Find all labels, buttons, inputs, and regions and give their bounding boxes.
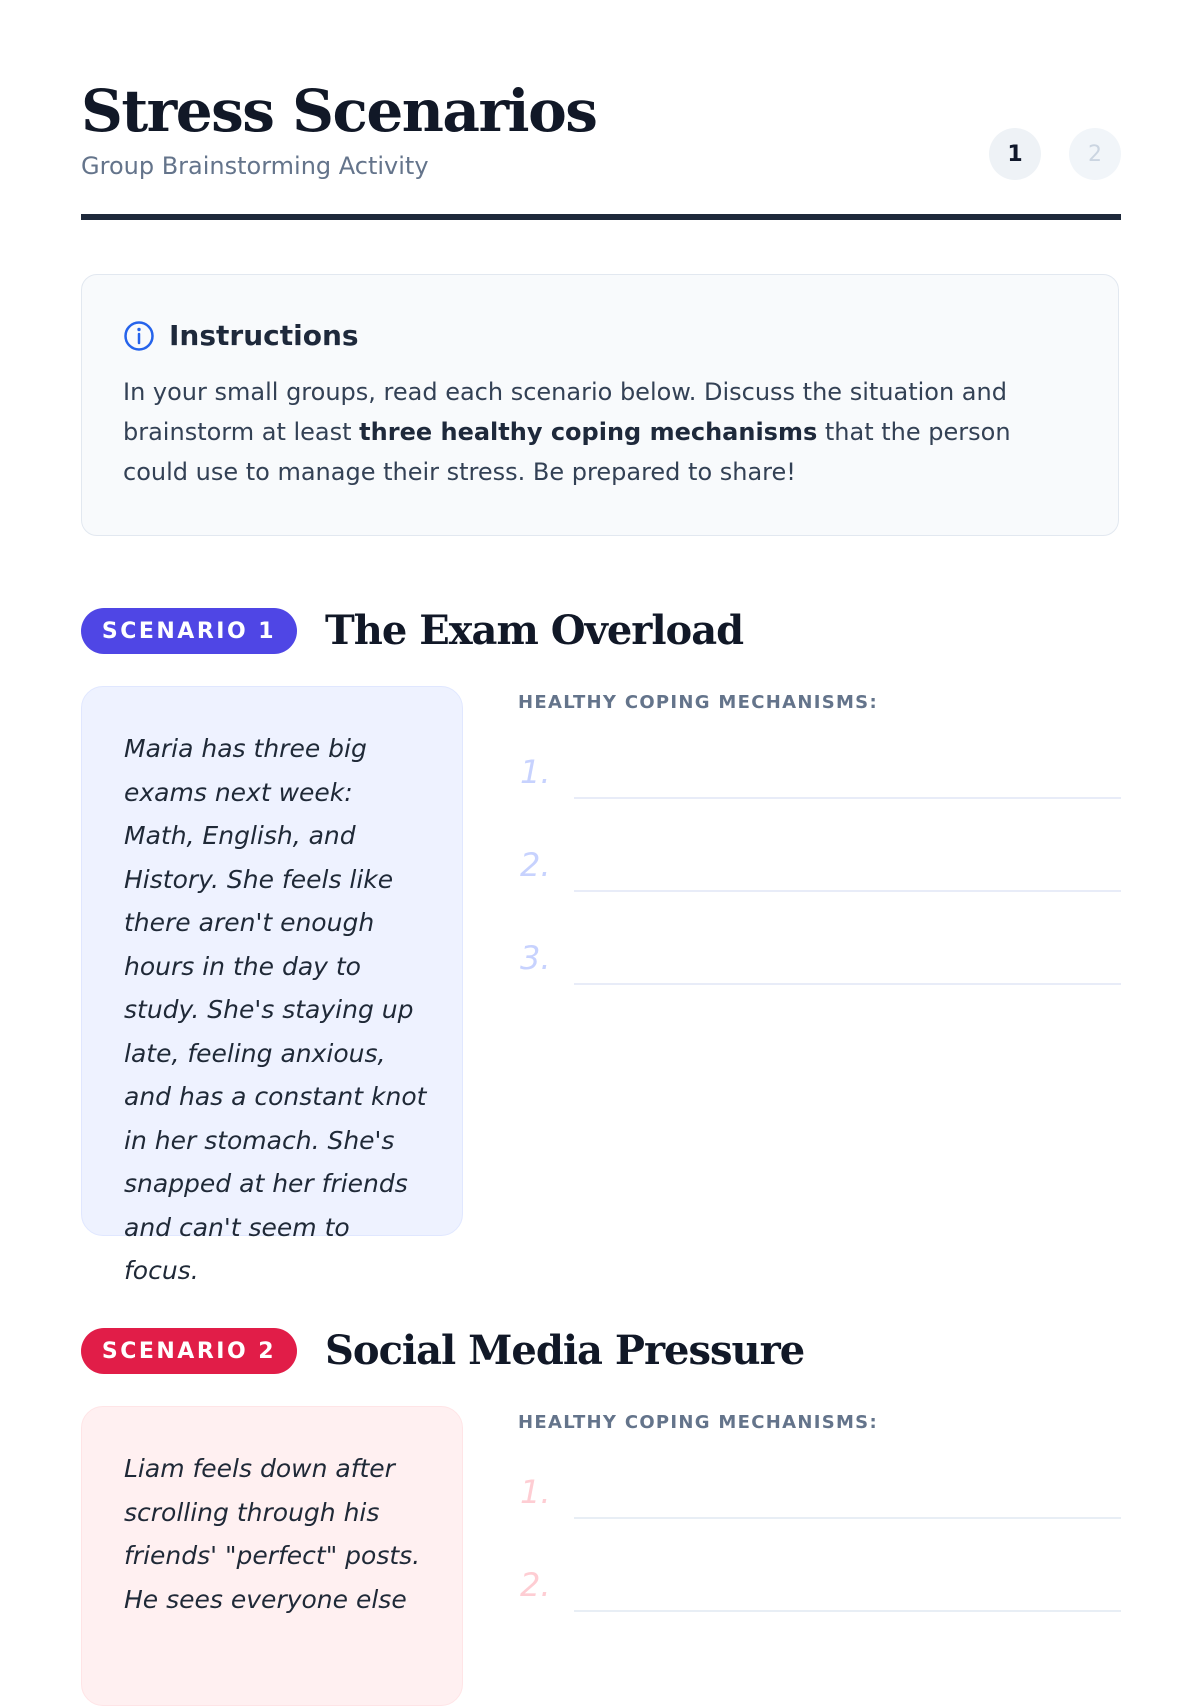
page-pagination [989, 128, 1121, 180]
instructions-title: Instructions [169, 319, 359, 352]
answer-lines [518, 1459, 1121, 1645]
writing-line [574, 890, 1121, 892]
instructions-emphasis: three healthy coping mechanisms [359, 418, 818, 446]
instructions-text [123, 372, 1078, 492]
answer-line[interactable] [518, 832, 1121, 925]
scenario-badge: SCENARIO 2 [81, 1328, 297, 1374]
answer-line[interactable] [518, 1459, 1121, 1552]
page-subtitle: Group Brainstorming Activity [81, 152, 429, 180]
writing-line [574, 1517, 1121, 1519]
scenario-2 [81, 1327, 1121, 1614]
writing-line [574, 797, 1121, 799]
header-divider [81, 214, 1121, 220]
scenario-header [81, 1328, 1121, 1400]
info-icon [123, 320, 155, 352]
line-number: 1. [520, 1473, 551, 1511]
instructions-text-part: In your small groups, read each scenario below. Discuss the situation and brainstorm at least [123, 378, 1007, 446]
coping-label: HEALTHY COPING MECHANISMS: [518, 692, 878, 713]
scenario-1 [81, 607, 1121, 1285]
coping-label: HEALTHY COPING MECHANISMS: [518, 1412, 878, 1433]
answer-line[interactable] [518, 1552, 1121, 1645]
scenario-title: Social Media Pressure [325, 1327, 805, 1374]
page-2-button[interactable]: 2 [1069, 128, 1121, 180]
worksheet-page [81, 0, 1121, 1614]
line-number: 2. [520, 846, 551, 884]
scenario-story: Maria has three big exams next week: Math, English, and History. She feels like there aren't enough hours in the day to study. She's staying up late, feeling anxious, and has a constant knot in her stomach. She's snapped at her friends and can't seem to focus. [81, 686, 463, 1236]
line-number: 1. [520, 753, 551, 791]
page-title: Stress Scenarios [81, 77, 597, 145]
header [81, 0, 1121, 220]
scenario-header [81, 608, 1121, 680]
line-number: 2. [520, 1566, 551, 1604]
instructions-box [81, 274, 1119, 536]
answer-line[interactable] [518, 925, 1121, 1018]
coping-section [518, 1406, 1121, 1645]
line-number: 3. [520, 939, 551, 977]
writing-line [574, 1610, 1121, 1612]
page-1-button[interactable]: 1 [989, 128, 1041, 180]
answer-line[interactable] [518, 739, 1121, 832]
answer-lines [518, 739, 1121, 1018]
writing-line [574, 983, 1121, 985]
coping-section [518, 686, 1121, 1018]
scenario-story: Liam feels down after scrolling through his friends' "perfect" posts. He sees everyone else [81, 1406, 463, 1706]
scenario-badge: SCENARIO 1 [81, 608, 297, 654]
instructions-text-part: that the person could use to manage their stress. Be prepared to share! [123, 418, 1011, 486]
instructions-header [123, 319, 1078, 352]
scenario-title: The Exam Overload [325, 607, 744, 654]
